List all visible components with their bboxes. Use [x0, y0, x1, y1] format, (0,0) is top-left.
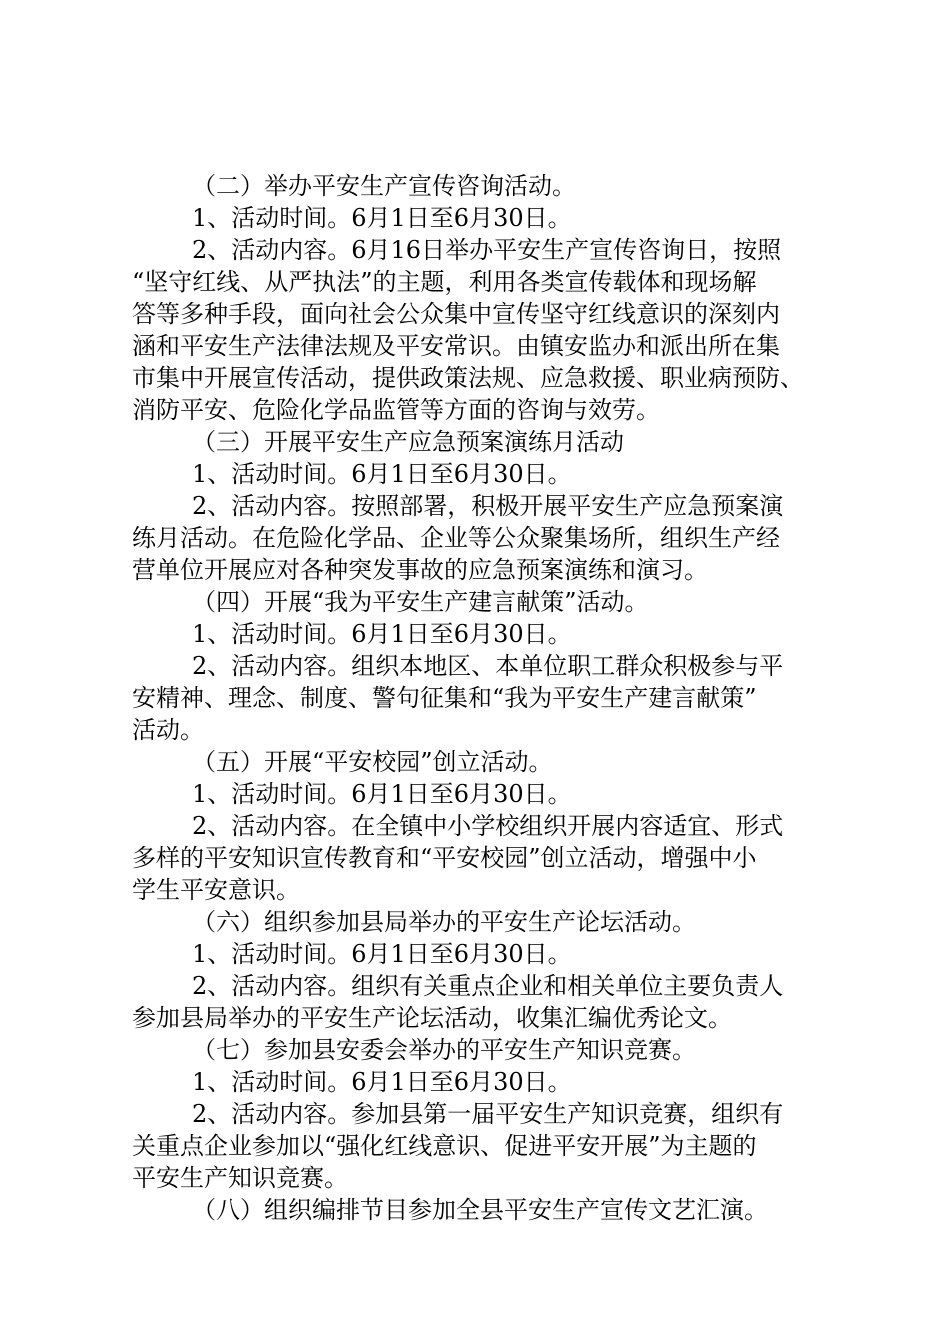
paragraph-line: 安精神、理念、制度、警句征集和“我为平安生产建言献策” [132, 684, 757, 712]
paragraph-line: 参加县局举办的平安生产论坛活动，收集汇编优秀论文。 [132, 1004, 732, 1032]
section-heading: （八）组织编排节目参加全县平安生产宣传文艺汇演。 [192, 1196, 768, 1224]
paragraph-line: 多样的平安知识宣传教育和“平安校园”创立活动，增强中小 [132, 844, 757, 872]
paragraph-line: 练月活动。在危险化学品、企业等公众聚集场所，组织生产经 [132, 524, 780, 552]
paragraph-line: 学生平安意识。 [132, 876, 300, 904]
section-heading: （五）开展“平安校园”创立活动。 [192, 748, 553, 776]
section-heading: （二）举办平安生产宣传咨询活动。 [192, 172, 576, 200]
section-heading: （四）开展“我为平安生产建言献策”活动。 [192, 588, 649, 616]
paragraph-line: 活动。 [132, 716, 204, 744]
paragraph-line: 2、活动内容。6月16日举办平安生产宣传咨询日，按照 [192, 236, 782, 264]
paragraph-line: 2、活动内容。组织本地区、本单位职工群众积极参与平 [192, 652, 784, 680]
paragraph-line: 1、活动时间。6月1日至6月30日。 [192, 620, 572, 648]
section-heading: （三）开展平安生产应急预案演练月活动 [192, 428, 624, 456]
paragraph-line: 关重点企业参加以“强化红线意识、促进平安开展”为主题的 [132, 1132, 757, 1160]
paragraph-line: 消防平安、危险化学品监管等方面的咨询与效劳。 [132, 396, 660, 424]
paragraph-line: 1、活动时间。6月1日至6月30日。 [192, 460, 572, 488]
paragraph-line: 涵和平安生产法律法规及平安常识。由镇安监办和派出所在集 [132, 332, 780, 360]
paragraph-line: 营单位开展应对各种突发事故的应急预案演练和演习。 [132, 556, 708, 584]
section-heading: （七）参加县安委会举办的平安生产知识竞赛。 [192, 1036, 696, 1064]
paragraph-line: 1、活动时间。6月1日至6月30日。 [192, 1068, 572, 1096]
document-body [132, 170, 838, 1226]
paragraph-line: 1、活动时间。6月1日至6月30日。 [192, 940, 572, 968]
section-heading: （六）组织参加县局举办的平安生产论坛活动。 [192, 908, 696, 936]
paragraph-line: 市集中开展宣传活动，提供政策法规、应急救援、职业病预防、 [132, 364, 804, 392]
paragraph-line: “坚守红线、从严执法”的主题，利用各类宣传载体和现场解 [132, 268, 757, 296]
paragraph-line: 1、活动时间。6月1日至6月30日。 [192, 204, 572, 232]
paragraph-line: 2、活动内容。按照部署，积极开展平安生产应急预案演 [192, 492, 784, 520]
paragraph-line: 2、活动内容。在全镇中小学校组织开展内容适宜、形式 [192, 812, 784, 840]
paragraph-line: 平安生产知识竞赛。 [132, 1164, 348, 1192]
paragraph-line: 2、活动内容。组织有关重点企业和相关单位主要负责人 [192, 972, 784, 1000]
paragraph-line: 2、活动内容。参加县第一届平安生产知识竞赛，组织有 [192, 1100, 784, 1128]
paragraph-line: 答等多种手段，面向社会公众集中宣传坚守红线意识的深刻内 [132, 300, 780, 328]
paragraph-line: 1、活动时间。6月1日至6月30日。 [192, 780, 572, 808]
